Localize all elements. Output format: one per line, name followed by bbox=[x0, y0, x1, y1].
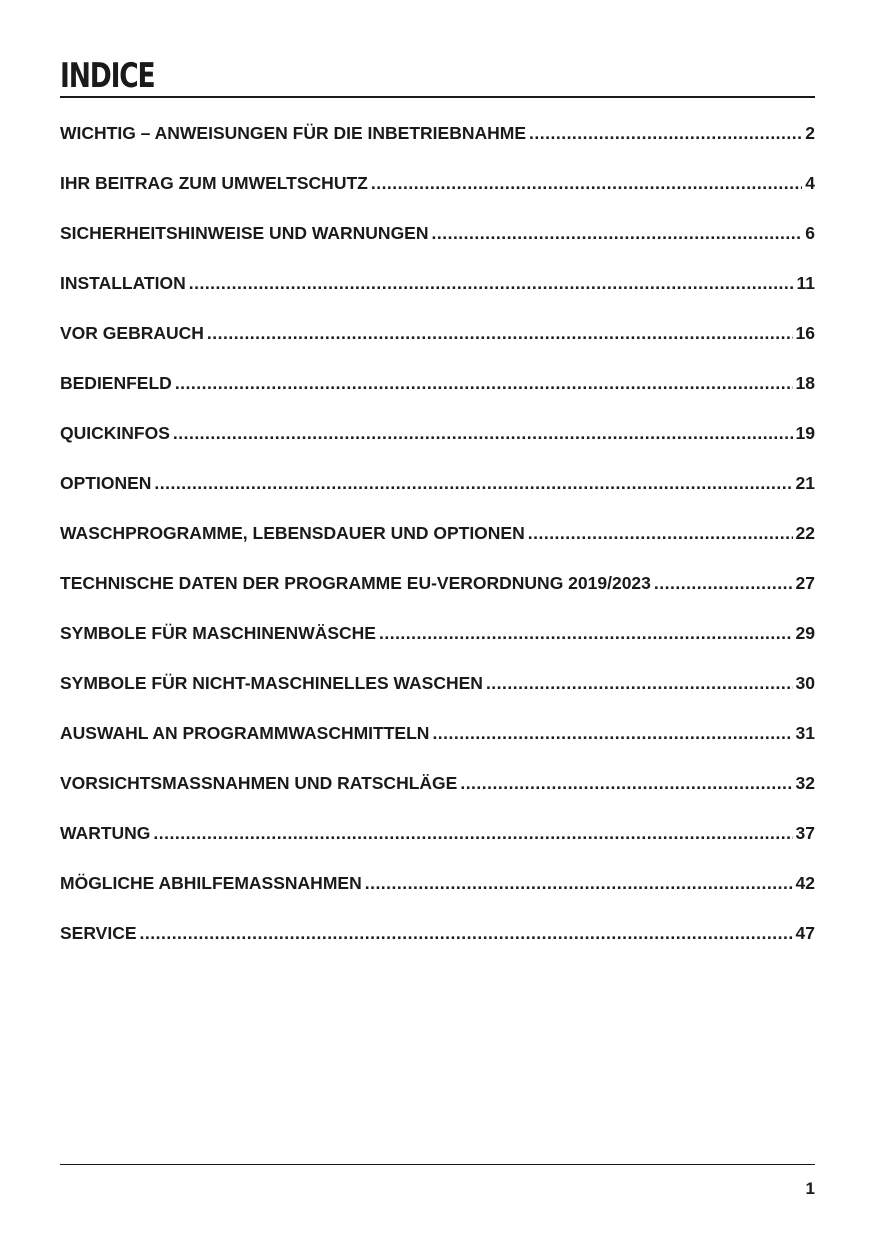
toc-dot-leader bbox=[432, 718, 792, 748]
page-title: INDICE bbox=[60, 56, 155, 96]
toc-entry-title: SYMBOLE FÜR NICHT-MASCHINELLES WASCHEN bbox=[60, 673, 483, 693]
toc-entry-title: SERVICE bbox=[60, 923, 137, 943]
toc-entry-title: SICHERHEITSHINWEISE UND WARNUNGEN bbox=[60, 223, 429, 243]
toc-entry-page: 27 bbox=[795, 573, 815, 593]
toc-entry[interactable] bbox=[60, 768, 815, 818]
toc-entry[interactable] bbox=[60, 468, 815, 518]
toc-dot-leader bbox=[371, 168, 802, 198]
toc-entry-title: INSTALLATION bbox=[60, 273, 186, 293]
toc-entry-title: TECHNISCHE DATEN DER PROGRAMME EU-VERORDNUNG 2019/2023 bbox=[60, 573, 651, 593]
toc-entry-page: 31 bbox=[795, 723, 815, 743]
toc-entry[interactable] bbox=[60, 218, 815, 268]
toc-entry-title: MÖGLICHE ABHILFEMASSNAHMEN bbox=[60, 873, 362, 893]
toc-dot-leader bbox=[365, 868, 793, 898]
toc-entry-page: 30 bbox=[795, 673, 815, 693]
toc-dot-leader bbox=[460, 768, 792, 798]
toc-entry-page: 18 bbox=[795, 373, 815, 393]
toc-entry[interactable] bbox=[60, 418, 815, 468]
toc-entry-page: 11 bbox=[796, 273, 815, 293]
toc-entry-page: 21 bbox=[795, 473, 815, 493]
toc-entry-page: 29 bbox=[795, 623, 815, 643]
toc-entry-page: 4 bbox=[805, 173, 815, 193]
toc-entry[interactable] bbox=[60, 668, 815, 718]
table-of-contents bbox=[60, 118, 815, 968]
toc-dot-leader bbox=[432, 218, 803, 248]
toc-dot-leader bbox=[486, 668, 793, 698]
toc-entry-page: 42 bbox=[795, 873, 815, 893]
toc-entry[interactable] bbox=[60, 368, 815, 418]
document-page bbox=[60, 0, 815, 1240]
toc-entry-title: BEDIENFELD bbox=[60, 373, 172, 393]
toc-entry-title: WARTUNG bbox=[60, 823, 151, 843]
toc-entry-title: SYMBOLE FÜR MASCHINENWÄSCHE bbox=[60, 623, 376, 643]
toc-dot-leader bbox=[153, 818, 792, 848]
toc-entry-page: 19 bbox=[795, 423, 815, 443]
toc-entry-page: 2 bbox=[805, 123, 815, 143]
toc-entry[interactable] bbox=[60, 568, 815, 618]
toc-dot-leader bbox=[379, 618, 793, 648]
toc-entry-title: VORSICHTSMASSNAHMEN UND RATSCHLÄGE bbox=[60, 773, 458, 793]
toc-entry[interactable] bbox=[60, 618, 815, 668]
toc-entry-page: 37 bbox=[795, 823, 815, 843]
toc-entry-page: 16 bbox=[795, 323, 815, 343]
toc-dot-leader bbox=[173, 418, 793, 448]
footer-divider bbox=[60, 1164, 815, 1165]
toc-dot-leader bbox=[207, 318, 793, 348]
toc-entry-title: AUSWAHL AN PROGRAMMWASCHMITTELN bbox=[60, 723, 430, 743]
toc-entry-title: QUICKINFOS bbox=[60, 423, 170, 443]
toc-dot-leader bbox=[528, 518, 793, 548]
toc-entry-page: 22 bbox=[795, 523, 815, 543]
toc-entry-page: 32 bbox=[795, 773, 815, 793]
toc-entry[interactable] bbox=[60, 168, 815, 218]
toc-dot-leader bbox=[189, 268, 794, 298]
toc-dot-leader bbox=[654, 568, 793, 598]
toc-entry-title: WICHTIG – ANWEISUNGEN FÜR DIE INBETRIEBNAHME bbox=[60, 123, 527, 143]
toc-entry[interactable] bbox=[60, 268, 815, 318]
toc-dot-leader bbox=[154, 468, 792, 498]
toc-entry-page: 6 bbox=[805, 223, 815, 243]
toc-entry-title: IHR BEITRAG ZUM UMWELTSCHUTZ bbox=[60, 173, 368, 193]
toc-entry[interactable] bbox=[60, 518, 815, 568]
toc-entry-title: VOR GEBRAUCH bbox=[60, 323, 204, 343]
toc-dot-leader bbox=[529, 118, 802, 148]
title-divider bbox=[60, 96, 815, 98]
toc-entry-page: 47 bbox=[795, 923, 815, 943]
toc-entry[interactable] bbox=[60, 118, 815, 168]
toc-entry[interactable] bbox=[60, 318, 815, 368]
toc-entry[interactable] bbox=[60, 818, 815, 868]
toc-dot-leader bbox=[175, 368, 793, 398]
toc-entry-title: OPTIONEN bbox=[60, 473, 152, 493]
toc-entry[interactable] bbox=[60, 868, 815, 918]
toc-dot-leader bbox=[140, 918, 793, 948]
toc-entry[interactable] bbox=[60, 718, 815, 768]
toc-entry[interactable] bbox=[60, 918, 815, 968]
page-number: 1 bbox=[805, 1179, 815, 1198]
toc-entry-title: WASCHPROGRAMME, LEBENSDAUER UND OPTIONEN bbox=[60, 523, 525, 543]
